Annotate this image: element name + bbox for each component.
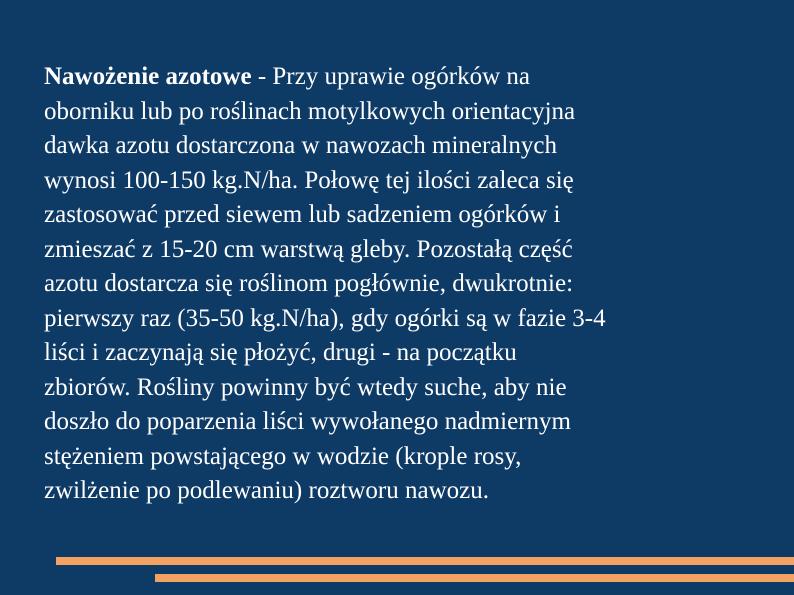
slide-body-text xyxy=(44,60,756,509)
accent-bar-upper xyxy=(56,557,794,565)
slide-paragraph: - Przy uprawie ogórków na oborniku lub po roślinach motylkowych orientacyjna dawka azotu dostarczona w nawozach mineralnych wynosi 100-150 kg.N/ha. Połowę tej ilości zaleca się zastosować przed siewem lub sadzeniem ogórków i zmieszać z 15-20 cm warstwą gleby. Pozostałą część azotu dostarcza się roślinom pogłównie, dwukrotnie: pierwszy raz (35-50 kg.N/ha), gdy ogórki są w fazie 3-4 liści i zaczynają się płożyć, drugi - na początku zbiorów. Rośliny powinny być wtedy suche, aby nie doszło do poparzenia liści wywołanego nadmiernym stężeniem powstającego w wodzie (krople rosy, zwilżenie po podlewaniu) roztworu nawozu. xyxy=(44,63,606,504)
accent-bar-lower xyxy=(155,574,794,582)
slide-lead-heading: Nawożenie azotowe xyxy=(44,63,252,90)
